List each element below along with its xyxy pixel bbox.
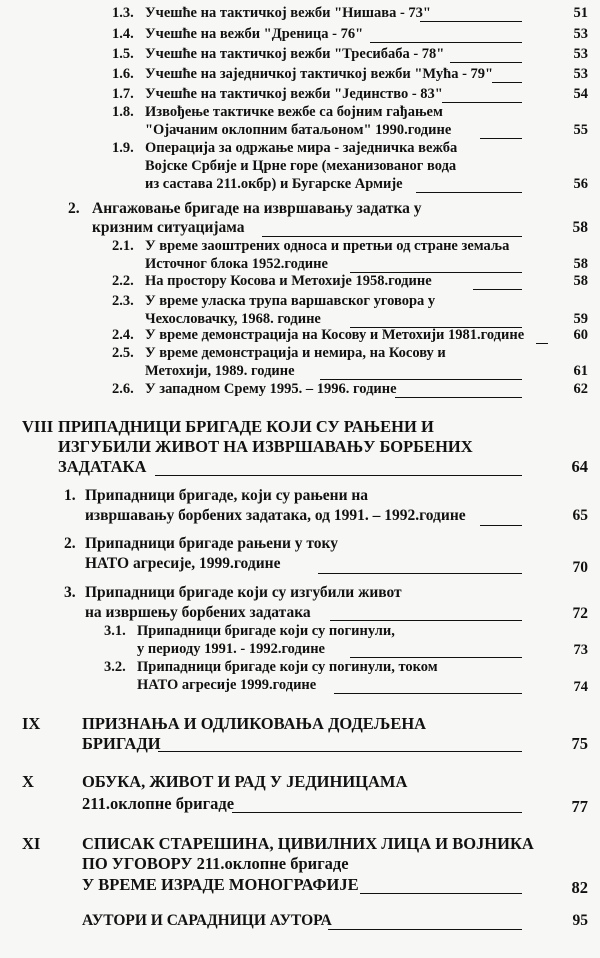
- chapter-title-continued: ПО УГОВОРУ 211.оклопне бригаде: [82, 854, 349, 873]
- entry-number: 1.9.: [112, 140, 134, 156]
- leader-line: [450, 62, 522, 63]
- chapter-number: X: [22, 772, 34, 791]
- leader-line: [232, 812, 522, 813]
- leader-line: [328, 929, 522, 930]
- chapter-title: ПРИПАДНИЦИ БРИГАДЕ КОЈИ СУ РАЊЕНИ И: [58, 417, 434, 436]
- leader-line: [420, 21, 522, 22]
- entry-title-continued: Чехословачку, 1968. године: [145, 311, 321, 327]
- entry-number: 1.4.: [112, 26, 134, 42]
- entry-title-continued: Војске Србије и Црне горе (механизованог вода: [145, 158, 457, 174]
- page-number: 55: [573, 122, 588, 138]
- page-number: 70: [572, 559, 588, 576]
- chapter-number: VIII: [22, 417, 54, 436]
- entry-title: У западном Срему 1995. – 1996. године: [145, 381, 397, 397]
- entry-title-continued: "Ојачаним оклопним батаљоном" 1990.године: [145, 122, 452, 138]
- entry-title: У време демонстрација и немира, на Косову и: [145, 345, 446, 361]
- leader-line: [158, 751, 522, 752]
- chapter-title-continued: ИЗГУБИЛИ ЖИВОТ НА ИЗВРШАВАЊУ БОРБЕНИХ: [58, 437, 473, 456]
- page-number: 77: [571, 797, 588, 816]
- entry-number: 2.5.: [112, 345, 134, 361]
- chapter-title-continued: 211.оклопне бригаде: [82, 794, 235, 813]
- entry-title: У време демонстрација на Косову и Метохији 1981.године: [145, 327, 525, 343]
- page-number: 51: [573, 5, 588, 21]
- entry-title: Ангажовање бригаде на извршавању задатка у: [92, 200, 422, 217]
- page-number: 53: [573, 26, 588, 42]
- entry-number: 2.3.: [112, 293, 134, 309]
- entry-number: 2.1.: [112, 238, 134, 254]
- page-number: 74: [573, 679, 588, 695]
- leader-line: [442, 102, 522, 103]
- entry-title-continued: НАТО агресије, 1999.године: [85, 555, 281, 572]
- leader-line: [155, 475, 522, 476]
- entry-title-continued: у периоду 1991. - 1992.године: [137, 641, 325, 657]
- entry-title: Учешће на тактичкој вежби "Тресибаба - 78": [145, 46, 445, 62]
- entry-title: Операција за одржање мира - заједничка вежба: [145, 140, 458, 156]
- page-number: 58: [573, 273, 588, 289]
- entry-title: Припадници бригаде који су погинули, током: [137, 659, 438, 675]
- leader-line: [318, 573, 522, 574]
- page-number: 58: [573, 256, 588, 272]
- entry-title: Учешће на заједничкој тактичкој вежби "Мућа - 79": [145, 66, 494, 82]
- entry-title-continued: Источног блока 1952.године: [145, 256, 328, 272]
- chapter-title-continued: У ВРЕМЕ ИЗРАДЕ МОНОГРАФИЈЕ: [82, 875, 359, 894]
- chapter-number: XI: [22, 834, 41, 853]
- chapter-title-continued: ЗАДАТАКА: [58, 457, 147, 476]
- leader-line: [395, 397, 522, 398]
- entry-number: 2.6.: [112, 381, 134, 397]
- leader-line: [330, 620, 522, 621]
- page-number: 62: [573, 381, 588, 397]
- leader-line: [320, 379, 522, 380]
- entry-title: Учешће на тактичкој вежби "Јединство - 83": [145, 86, 443, 102]
- chapter-title: СПИСАК СТАРЕШИНА, ЦИВИЛНИХ ЛИЦА И ВОЈНИКА: [82, 834, 534, 853]
- entry-title: У време заоштрених односа и претњи од стране земаља: [145, 238, 510, 254]
- entry-title: Припадници бригаде који су изгубили живот: [85, 584, 402, 601]
- page-number: 56: [573, 176, 588, 192]
- page-number: 53: [573, 46, 588, 62]
- entry-title: Учешће на тактичкој вежби "Нишава - 73": [145, 5, 431, 21]
- page-number: 75: [571, 734, 588, 753]
- entry-number: 2.4.: [112, 327, 134, 343]
- leader-line: [536, 343, 548, 344]
- entry-number: 2.: [68, 200, 80, 217]
- page-number: 59: [573, 311, 588, 327]
- entry-title-continued: кризним ситуацијама: [92, 219, 245, 236]
- page-number: 53: [573, 66, 588, 82]
- page-number: 82: [571, 878, 588, 897]
- entry-title: Припадници бригаде рањени у току: [85, 535, 338, 552]
- entry-number: 2.2.: [112, 273, 134, 289]
- leader-line: [370, 42, 522, 43]
- chapter-title: ОБУКА, ЖИВОТ И РАД У ЈЕДИНИЦАМА: [82, 772, 408, 791]
- page-number: 54: [573, 86, 588, 102]
- leader-line: [350, 657, 522, 658]
- entry-title: Припадници бригаде, који су рањени на: [85, 487, 369, 504]
- entry-title: Извођење тактичке вежбе са бојним гађањем: [145, 104, 443, 120]
- chapter-number: IX: [22, 714, 41, 733]
- leader-line: [262, 236, 522, 237]
- leader-line: [360, 893, 522, 894]
- entry-number: 2.: [64, 535, 76, 552]
- entry-number: 1.7.: [112, 86, 134, 102]
- page-number: 72: [572, 605, 588, 622]
- page-number: 58: [572, 219, 588, 236]
- entry-number: 1.: [64, 487, 76, 504]
- entry-title: АУТОРИ И САРАДНИЦИ АУТОРА: [82, 912, 332, 929]
- entry-title: Припадници бригаде који су погинули,: [137, 623, 395, 639]
- leader-line: [480, 138, 522, 139]
- page-number: 61: [573, 363, 588, 379]
- entry-number: 1.5.: [112, 46, 134, 62]
- entry-number: 3.2.: [104, 659, 126, 675]
- page-number: 64: [571, 457, 588, 476]
- entry-title-continued: из састава 211.окбр) и Бугарске Армије: [145, 176, 403, 192]
- leader-line: [480, 525, 522, 526]
- leader-line: [334, 693, 522, 694]
- chapter-title-continued: БРИГАДИ: [82, 734, 161, 753]
- entry-title-continued: НАТО агресије 1999.године: [137, 677, 317, 693]
- entry-number: 1.6.: [112, 66, 134, 82]
- entry-title: У време уласка трупа варшавског уговора у: [145, 293, 436, 309]
- entry-title: Учешће на вежби "Дреница - 76": [145, 26, 364, 42]
- chapter-title: ПРИЗНАЊА И ОДЛИКОВАЊА ДОДЕЉЕНА: [82, 714, 427, 733]
- page-number: 73: [573, 642, 588, 658]
- leader-line: [416, 192, 522, 193]
- entry-title-continued: Метохији, 1989. године: [145, 363, 295, 379]
- entry-number: 1.3.: [112, 5, 134, 21]
- entry-title: На простору Косова и Метохије 1958.године: [145, 273, 432, 289]
- page-number: 65: [572, 507, 588, 524]
- entry-title-continued: на извршењу борбених задатака: [85, 604, 311, 621]
- entry-number: 3.1.: [104, 623, 126, 639]
- leader-line: [473, 289, 522, 290]
- page-number: 60: [573, 327, 588, 343]
- leader-line: [492, 82, 522, 83]
- page-number: 95: [572, 912, 588, 929]
- entry-title-continued: извршавању борбених задатака, од 1991. – 1992.године: [85, 507, 466, 524]
- entry-number: 1.8.: [112, 104, 134, 120]
- entry-number: 3.: [64, 584, 76, 601]
